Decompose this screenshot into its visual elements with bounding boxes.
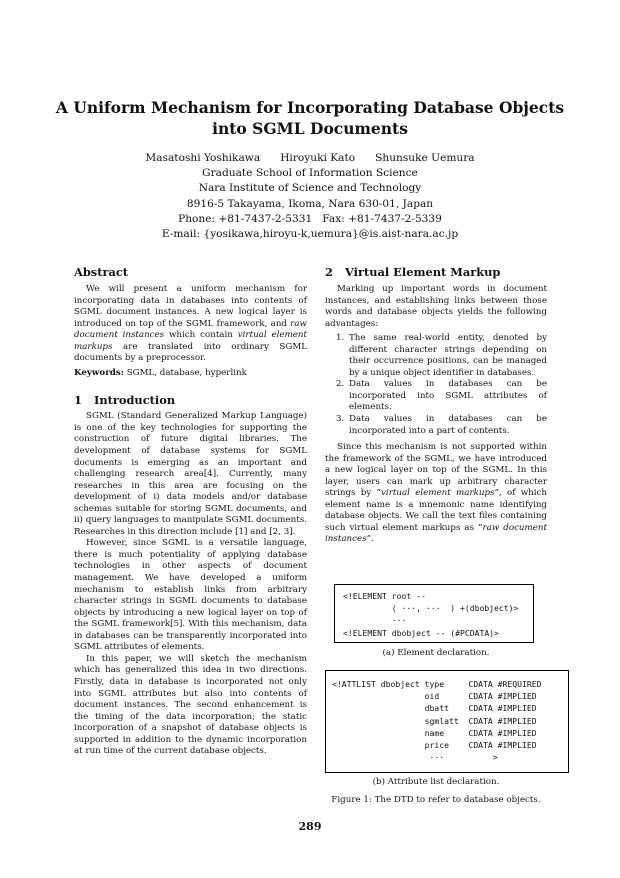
intro-paragraph: In this paper, we will sketch the mechanism which has generalized this idea in two directions. Firstly, data in database is incorporated not only into SGML attributes but also into contents of document instances. The second enhancement is the timing of the data incorporation; the static incorporation of a snapshot of database objects is supported in addition to the dynamic incorporation at run time of the current database objects. [74, 653, 307, 757]
author-name: Hiroyuki Kato [280, 152, 356, 164]
list-item: 1. The same real-world entity, denoted by different character strings depending on their occurrence positions, can be managed by a unique object identifier in databases. [347, 333, 547, 379]
phone-fax-line: Phone: +81-7437-2-5331 Fax: +81-7437-2-5339 [178, 212, 442, 225]
affiliation-line: Graduate School of Information Science [202, 167, 418, 180]
section2-paragraph: Since this mechanism is not supported within the framework of the SGML, we have introduced a new logical layer on top of the SGML. In this layer, users can mark up arbitrary character strings by “virtual element markups”, of which element name is a mnemonic name identifying database objects. We call the text files containing such virtual element markups as “raw document instances”. [325, 442, 547, 545]
author-name: Masatoshi Yoshikawa [145, 152, 261, 164]
author-name: Shunsuke Uemura [375, 152, 475, 164]
figure-caption: Figure 1: The DTD to refer to database objects. [331, 795, 541, 805]
intro-paragraph: However, since SGML is a versatile language, there is much potentiality of applying database technologies in other aspects of document management. We have developed a uniform mechanism to establish links from arbitrary character strings in SGML documents to database objects by introducing a new logical layer on top of the SGML framework[5]. With this mechanism, data in databases can be transparently incorporated into SGML attributes of elements. [74, 538, 307, 653]
figure-subcaption-a: (a) Element declaration. [382, 648, 490, 658]
abstract-text: We will present a uniform mechanism for incorporating data in databases into contents of SGML document instances. A new logical layer is introduced on top of the SGML framework, and raw document instances which contain virtual element markups are translated into ordinary SGML documents by a preprocessor. [74, 284, 308, 364]
list-item: 2. Data values in databases can be incorporated into SGML attributes of elements. [347, 379, 547, 414]
section2-paragraph: Marking up important words in document instances, and establishing links between those words and database objects yields the following advantages: [325, 284, 547, 329]
advantages-list [325, 333, 547, 437]
figure-subcaption-b: (b) Attribute list declaration. [372, 777, 500, 787]
attribute-list-code: <!ATTLIST dbobject type CDATA #REQUIRED oid CDATA #IMPLIED dbatt CDATA #IMPLIED sgmlatt CDATA #IMPLIED name CDATA #IMPLIED price CDATA #IMPLIED ··· > [325, 670, 569, 773]
left-column [74, 265, 307, 758]
section-heading-introduction: 1 Introduction [74, 393, 176, 408]
title-line-1: A Uniform Mechanism for Incorporating Database Objects [55, 98, 565, 117]
affiliation-line: Nara Institute of Science and Technology [198, 182, 422, 195]
page-number: 289 [298, 820, 322, 833]
keywords: Keywords: SGML, database, hyperlink [74, 367, 247, 378]
right-column [325, 265, 547, 546]
abstract-heading: Abstract [74, 265, 129, 279]
intro-paragraph: SGML (Standard Generalized Markup Language) is one of the key technologies for supporting the construction of future digital libraries. The development of database systems for SGML documents is emerging as an important and challenging research area[4]. Currently, many researches in this area are focusing on the development of i) data models and/or database schemas suitable for storing SGML documents, and ii) query languages to manipulate SGML documents. Researches in this direction include [1] and [2, 3]. [74, 411, 307, 537]
affiliation-line: 8916-5 Takayama, Ikoma, Nara 630-01, Japan [186, 197, 434, 210]
list-item: 3. Data values in databases can be incorporated into a part of contents. [347, 414, 547, 437]
author-block [40, 151, 580, 242]
author-list [40, 151, 580, 166]
paper-title [40, 97, 580, 139]
email-line: E-mail: {yosikawa,hiroyu-k,uemura}@is.aist-nara.ac.jp [161, 228, 459, 241]
element-declaration-code: <!ELEMENT root -- ( ···, ··· ) +(dbobject)> ··· <!ELEMENT dbobject -- (#PCDATA)> [334, 584, 534, 643]
title-line-2: into SGML Documents [212, 119, 408, 138]
section-heading-virtual-element-markup: 2 Virtual Element Markup [325, 265, 501, 279]
